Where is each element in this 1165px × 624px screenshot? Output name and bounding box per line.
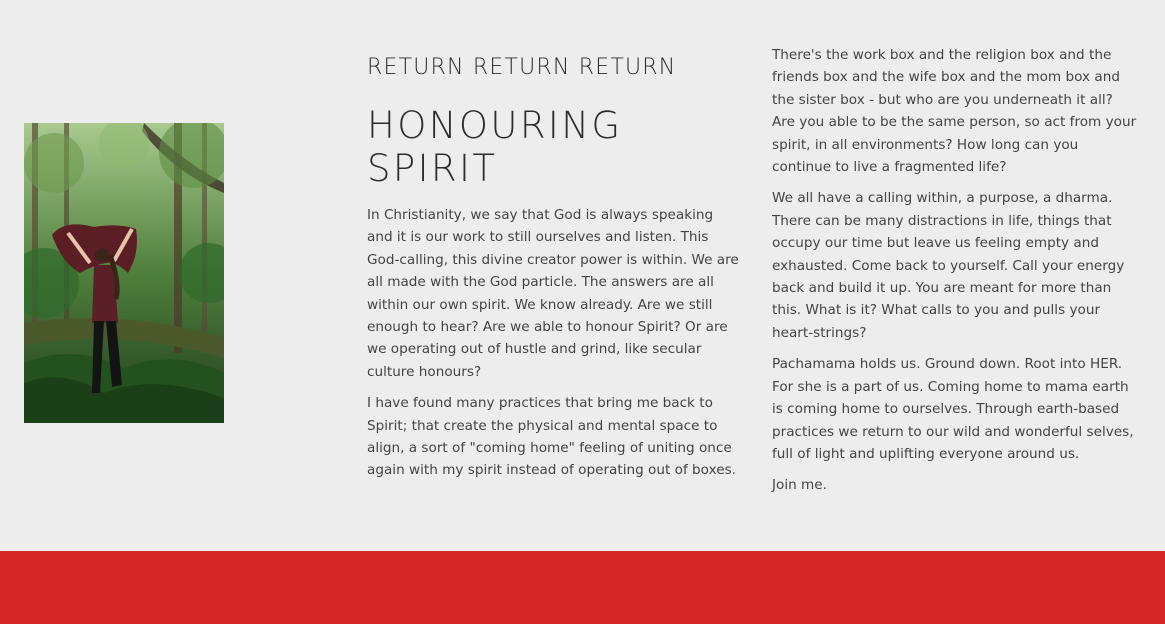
page-title	[367, 104, 739, 190]
body-paragraph: Pachamama holds us. Ground down. Root into HER. For she is a part of us. Coming home to mama earth is coming home to ourselves. Through earth-based practices we return to our wild and wonderful selves, full of light and uplifting everyone around us.	[772, 356, 1134, 462]
page-title-line-2: SPIRIT	[367, 147, 498, 190]
forest-woman-photo	[24, 123, 224, 423]
page-title-line-1: HONOURING	[367, 104, 623, 147]
footer-band	[0, 551, 1165, 624]
body-paragraph: In Christianity, we say that God is always speaking and it is our work to still ourselves and listen. This God-calling, this divine creator power is within. We are all made with the God particle. The answers are all within our own spirit. We know already. Are we still enough to hear? Are we able to honour Spirit? Or are we operating out of hustle and grind, like secular culture honours?	[367, 207, 739, 380]
section-eyebrow: RETURN RETURN RETURN	[367, 55, 677, 80]
right-column	[772, 44, 1140, 506]
join-me-text: Join me.	[772, 477, 827, 494]
body-paragraph: I have found many practices that bring me back to Spirit; that create the physical and mental space to align, a sort of "coming home" feeling of uniting once again with my spirit instead of operating out of boxes.	[367, 395, 736, 479]
middle-column	[367, 52, 739, 491]
body-paragraph: We all have a calling within, a purpose, a dharma. There can be many distractions in life, things that occupy our time but leave us feeling empty and exhausted. Come back to yourself. Call your energy back and build it up. You are meant for more than this. What is it? What calls to you and pulls your heart-strings?	[772, 190, 1125, 341]
body-paragraph: There's the work box and the religion box and the friends box and the wife box and the mom box and the sister box - but who are you underneath it all? Are you able to be the same person, so act from your spirit, in all environments? How long can you continue to live a fragmented life?	[772, 47, 1137, 176]
